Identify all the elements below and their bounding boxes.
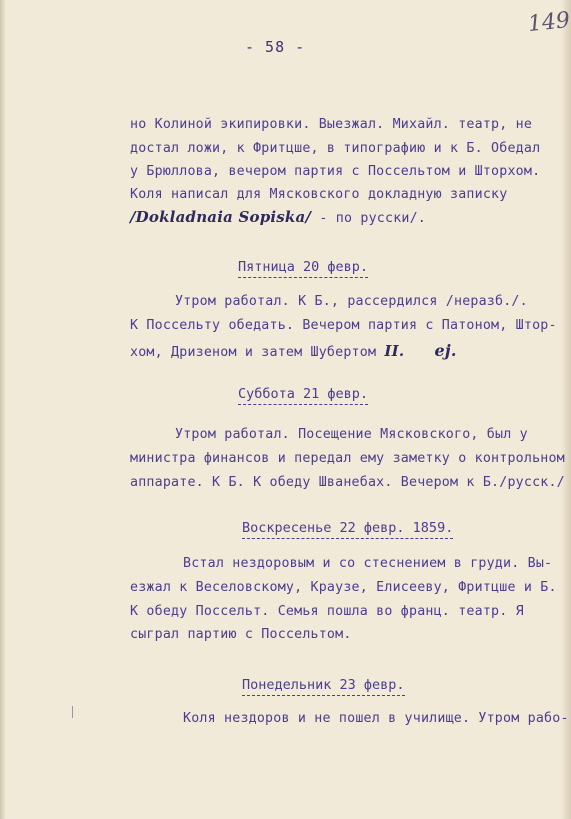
- text-line-with-handwriting: [130, 208, 426, 226]
- heading-text: Воскресенье 22 февр. 1859.: [242, 520, 453, 539]
- entry-heading-friday: [238, 259, 368, 275]
- handwritten-insert: /Dokladnaia Sopiska/: [130, 208, 312, 226]
- entry-heading-sunday: [242, 520, 453, 536]
- text-line: аппарате. К Б. К обеду Шванебах. Вечером к Б./русск./: [130, 475, 565, 490]
- text-fragment: хом, Дризеном и затем Шубертом: [130, 345, 377, 360]
- text-line-with-handwriting: [130, 341, 457, 360]
- text-line: К Поссельту обедать. Вечером партия с Патоном, Штор-: [130, 318, 557, 333]
- text-line: К обеду Поссельт. Семья пошла во франц. театр. Я: [130, 604, 524, 619]
- entry-heading-saturday: [238, 386, 368, 402]
- page-number: - 58 -: [245, 38, 306, 56]
- heading-text: Пятница 20 февр.: [238, 259, 368, 278]
- entry-heading-monday: [242, 677, 405, 693]
- page-right-edge: [561, 0, 571, 819]
- text-line: Утром работал. К Б., рассердился /неразб./.: [175, 294, 528, 309]
- page-left-edge: [0, 0, 6, 819]
- handwritten-roman-numeral: II.: [384, 342, 405, 360]
- text-line: Утром работал. Посещение Мясковского, был у: [175, 427, 528, 442]
- text-line: езжал к Веселовскому, Краузе, Елисееву, Фритцше и Б.: [130, 580, 557, 595]
- text-line: но Колиной экипировки. Выезжал. Михайл. театр, не: [130, 117, 533, 132]
- archive-folio-number: 149: [526, 7, 571, 38]
- text-line: сыграл партию с Поссельтом.: [130, 627, 352, 642]
- heading-text: Понедельник 23 февр.: [242, 677, 405, 696]
- text-fragment: - по русски/.: [319, 211, 427, 226]
- text-line: министра финансов и передал ему заметку о контрольном: [130, 451, 565, 466]
- heading-text: Суббота 21 февр.: [238, 386, 368, 405]
- text-line: у Брюллова, вечером партия с Поссельтом и Шторхом.: [130, 164, 541, 179]
- text-line: Коля нездоров и не пошел в училище. Утром рабо-: [183, 711, 569, 726]
- text-line: достал ложи, к Фритцше, в типографию и к Б. Обедал: [130, 141, 541, 156]
- margin-mark: [72, 706, 73, 718]
- text-line: Встал нездоровым и со стеснением в груди. Вы-: [183, 556, 553, 571]
- text-line: Коля написал для Мясковского докладную записку: [130, 187, 508, 202]
- handwritten-note: ej.: [434, 341, 457, 360]
